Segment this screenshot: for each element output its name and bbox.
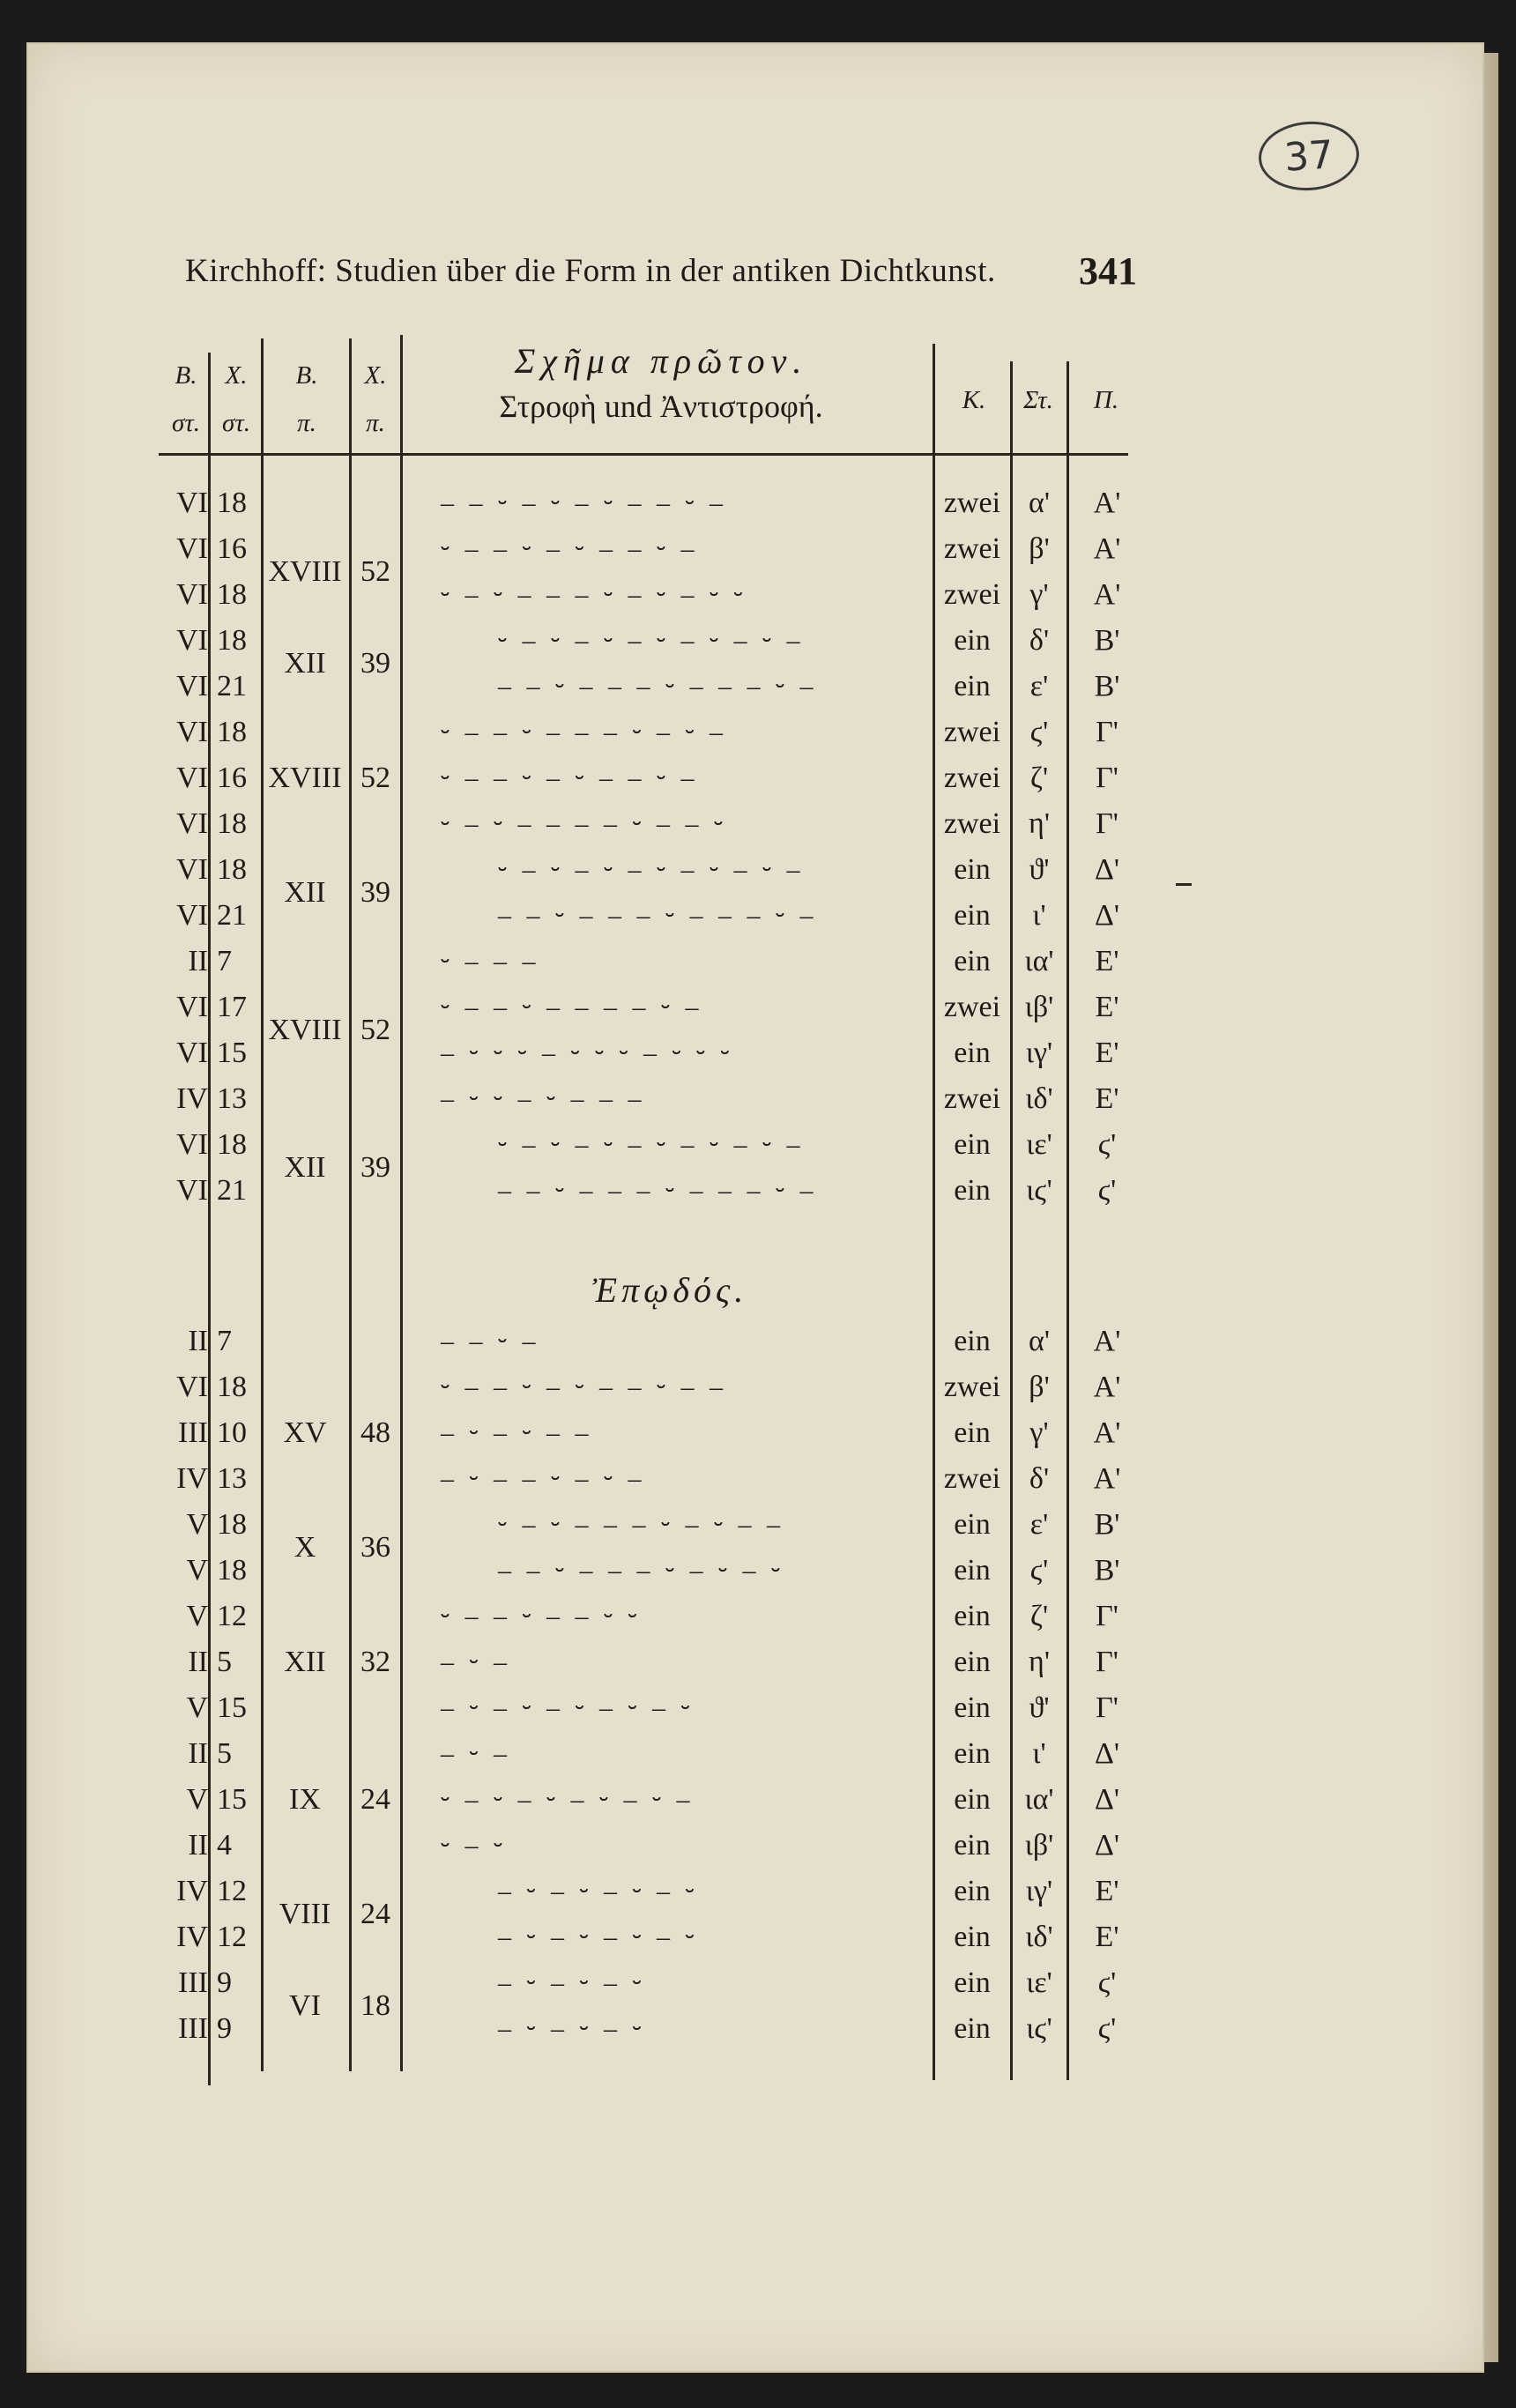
- cell-k: ein: [954, 1691, 991, 1724]
- cell-xp: 39: [360, 1151, 390, 1184]
- cell-p: Γ': [1096, 716, 1118, 748]
- cell-st: ε': [1029, 670, 1049, 702]
- cell-st: ιδ': [1025, 1082, 1053, 1115]
- cell-k: ein: [954, 1600, 991, 1632]
- cell-st: β': [1029, 1371, 1050, 1403]
- cell-p: Γ': [1096, 1600, 1118, 1632]
- cell-k: zwei: [943, 1462, 1001, 1495]
- cell-bs: III: [178, 1966, 208, 1999]
- meter-scheme: ⏑ – ⏑ – – – ⏑ – ⏑ – ⏑ ⏑: [441, 580, 747, 609]
- cell-st: ια': [1024, 945, 1054, 977]
- cell-k: ein: [954, 1646, 991, 1678]
- cell-st: δ': [1029, 624, 1050, 657]
- column-rule: [400, 335, 403, 2071]
- cell-p: Δ': [1095, 1783, 1119, 1816]
- cell-bs: VI: [176, 1371, 208, 1403]
- meter-scheme: – – ⏑ – ⏑ – ⏑ – – ⏑ –: [441, 488, 727, 517]
- meter-scheme: – – ⏑ –: [441, 1327, 540, 1356]
- cell-xs: 5: [217, 1737, 232, 1770]
- cell-st: ζ': [1029, 762, 1049, 794]
- column-rule: [208, 353, 211, 2085]
- meter-scheme: ⏑ – – ⏑ – ⏑ – – ⏑ – –: [441, 1372, 727, 1401]
- cell-st: ια': [1024, 1783, 1054, 1816]
- cell-xp: 24: [360, 1783, 390, 1816]
- cell-bs: VI: [176, 487, 208, 519]
- cell-bs: VI: [176, 578, 208, 611]
- cell-p: Α': [1093, 578, 1121, 611]
- cell-bs: VI: [176, 532, 208, 565]
- meter-scheme: – ⏑ –: [441, 1739, 511, 1768]
- cell-bp: XII: [284, 876, 326, 909]
- cell-xs: 21: [217, 670, 247, 702]
- cell-bs: II: [188, 1737, 208, 1770]
- cell-p: Ε': [1095, 1875, 1119, 1907]
- cell-xp: 32: [360, 1646, 390, 1678]
- cell-p: Γ': [1096, 762, 1118, 794]
- cell-bs: V: [186, 1554, 208, 1587]
- cell-p: Α': [1093, 1371, 1121, 1403]
- cell-bs: II: [188, 1646, 208, 1678]
- cell-bs: VI: [176, 853, 208, 886]
- cell-bs: V: [186, 1508, 208, 1541]
- page-number: 341: [1079, 249, 1137, 293]
- header-b-per-bottom: π.: [297, 409, 316, 437]
- cell-k: ein: [954, 1325, 991, 1357]
- cell-bs: VI: [176, 1128, 208, 1161]
- cell-st: ιϛ': [1026, 2012, 1052, 2045]
- cell-bs: VI: [176, 762, 208, 794]
- cell-bp: XVIII: [268, 555, 342, 588]
- meter-scheme: ⏑ – – ⏑ – ⏑ – – ⏑ –: [441, 763, 699, 792]
- cell-p: Α': [1093, 1462, 1121, 1495]
- cell-p: Γ': [1096, 1691, 1118, 1724]
- meter-scheme: ⏑ – ⏑ – ⏑ – ⏑ – ⏑ –: [441, 1785, 695, 1814]
- cell-k: ein: [954, 1128, 991, 1161]
- cell-xp: 52: [360, 555, 390, 588]
- cell-p: ϛ': [1097, 1128, 1117, 1161]
- cell-xs: 15: [217, 1691, 247, 1724]
- cell-k: zwei: [943, 487, 1001, 519]
- cell-bs: V: [186, 1600, 208, 1632]
- margin-dash: [1176, 883, 1192, 886]
- meter-scheme: ⏑ – – ⏑ – ⏑ – – ⏑ –: [441, 534, 699, 563]
- cell-bs: VI: [176, 1037, 208, 1069]
- cell-k: ein: [954, 1508, 991, 1541]
- cell-xs: 16: [217, 762, 247, 794]
- cell-bp: XII: [284, 1646, 326, 1678]
- cell-xp: 52: [360, 762, 390, 794]
- cell-p: Ε': [1095, 1921, 1119, 1953]
- cell-xs: 9: [217, 1966, 232, 1999]
- cell-k: ein: [954, 1829, 991, 1862]
- cell-xs: 15: [217, 1783, 247, 1816]
- cell-xp: 52: [360, 1014, 390, 1046]
- cell-k: ein: [954, 1174, 991, 1207]
- cell-p: Γ': [1096, 807, 1118, 840]
- header-k: K.: [962, 386, 986, 414]
- cell-xs: 18: [217, 624, 247, 657]
- cell-xs: 21: [217, 899, 247, 932]
- cell-st: ϑ': [1029, 853, 1050, 886]
- cell-p: Β': [1094, 1508, 1120, 1541]
- cell-xs: 12: [217, 1875, 247, 1907]
- cell-p: Δ': [1095, 853, 1119, 886]
- cell-st: ιβ': [1024, 1829, 1054, 1862]
- cell-xp: 48: [360, 1416, 390, 1449]
- cell-p: Β': [1094, 1554, 1120, 1587]
- cell-st: δ': [1029, 1462, 1050, 1495]
- meter-scheme: ⏑ – ⏑ – – – ⏑ – ⏑ – –: [498, 1510, 784, 1539]
- cell-k: ein: [954, 1921, 991, 1953]
- cell-k: ein: [954, 670, 991, 702]
- meter-scheme: – ⏑ – ⏑ – ⏑ – ⏑: [498, 1877, 699, 1906]
- cell-p: Α': [1093, 487, 1121, 519]
- cell-st: ζ': [1029, 1600, 1049, 1632]
- cell-bs: IV: [176, 1082, 208, 1115]
- cell-bs: III: [178, 1416, 208, 1449]
- schema-title: Σχῆμα πρῶτον.: [514, 341, 808, 381]
- cell-bs: VI: [176, 1174, 208, 1207]
- header-st: Στ.: [1023, 386, 1053, 414]
- cell-bs: IV: [176, 1875, 208, 1907]
- cell-xs: 16: [217, 532, 247, 565]
- cell-bs: V: [186, 1783, 208, 1816]
- cell-k: zwei: [943, 1082, 1001, 1115]
- meter-scheme: ⏑ – ⏑ – ⏑ – ⏑ – ⏑ – ⏑ –: [498, 1130, 805, 1159]
- cell-st: η': [1029, 807, 1050, 840]
- cell-bs: V: [186, 1691, 208, 1724]
- cell-xp: 36: [360, 1531, 390, 1564]
- cell-xs: 5: [217, 1646, 232, 1678]
- cell-xs: 13: [217, 1082, 247, 1115]
- cell-bp: IX: [289, 1783, 321, 1816]
- meter-scheme: – ⏑ –: [441, 1647, 511, 1676]
- cell-k: ein: [954, 853, 991, 886]
- meter-scheme: ⏑ – ⏑: [441, 1831, 507, 1860]
- header-b-per-top: B.: [295, 361, 318, 390]
- cell-p: Ε': [1095, 945, 1119, 977]
- cell-p: Δ': [1095, 899, 1119, 932]
- cell-k: zwei: [943, 716, 1001, 748]
- cell-st: ε': [1029, 1508, 1049, 1541]
- cell-xs: 13: [217, 1462, 247, 1495]
- cell-k: ein: [954, 1966, 991, 1999]
- cell-k: ein: [954, 1416, 991, 1449]
- cell-xs: 18: [217, 578, 247, 611]
- header-b-str-bottom: στ.: [172, 409, 200, 437]
- cell-k: ein: [954, 1737, 991, 1770]
- cell-xs: 4: [217, 1829, 232, 1862]
- cell-xs: 18: [217, 1128, 247, 1161]
- cell-st: ϛ': [1029, 1554, 1049, 1587]
- cell-st: ιγ': [1025, 1875, 1053, 1907]
- epode-title: Ἐπῳδός.: [591, 1270, 748, 1310]
- cell-st: ι': [1032, 899, 1046, 932]
- running-head: [185, 249, 1137, 296]
- cell-bs: VI: [176, 670, 208, 702]
- meter-scheme: ⏑ – ⏑ – ⏑ – ⏑ – ⏑ – ⏑ –: [498, 626, 805, 655]
- cell-p: Ε': [1095, 1082, 1119, 1115]
- cell-p: Δ': [1095, 1829, 1119, 1862]
- cell-bs: III: [178, 2012, 208, 2045]
- cell-xp: 39: [360, 876, 390, 909]
- meter-scheme: – – ⏑ – – – ⏑ – – – ⏑ –: [498, 901, 818, 930]
- cell-bs: VI: [176, 716, 208, 748]
- cell-p: Β': [1094, 624, 1120, 657]
- cell-st: ι': [1032, 1737, 1046, 1770]
- cell-k: ein: [954, 1875, 991, 1907]
- cell-xs: 18: [217, 1508, 247, 1541]
- running-head-title: Kirchhoff: Studien über die Form in der antiken Dichtkunst.: [185, 253, 996, 289]
- header-x-per-top: X.: [364, 361, 387, 390]
- cell-p: ϛ': [1097, 2012, 1117, 2045]
- cell-k: ein: [954, 1037, 991, 1069]
- header-rule: [159, 453, 1128, 456]
- meter-scheme: – – ⏑ – – – ⏑ – ⏑ – ⏑: [498, 1556, 784, 1585]
- meter-scheme: ⏑ – – ⏑ – – – ⏑ – ⏑ –: [441, 717, 727, 747]
- cell-bs: VI: [176, 807, 208, 840]
- header-p: Π.: [1093, 386, 1119, 414]
- cell-bs: II: [188, 1829, 208, 1862]
- cell-bp: VI: [289, 1989, 321, 2022]
- cell-k: zwei: [943, 807, 1001, 840]
- cell-xs: 21: [217, 1174, 247, 1207]
- meter-scheme: – ⏑ – ⏑ – ⏑: [498, 2014, 646, 2043]
- meter-scheme: ⏑ – – ⏑ – – – – ⏑ –: [441, 992, 703, 1022]
- archive-number-mark: 37: [1256, 118, 1361, 194]
- meter-scheme: – – ⏑ – – – ⏑ – – – ⏑ –: [498, 1176, 818, 1205]
- cell-bs: II: [188, 1325, 208, 1357]
- cell-xs: 12: [217, 1600, 247, 1632]
- meter-scheme: – ⏑ – ⏑ – ⏑: [498, 1968, 646, 1997]
- cell-st: ιε': [1026, 1966, 1052, 1999]
- cell-xs: 18: [217, 1371, 247, 1403]
- cell-st: γ': [1029, 578, 1049, 611]
- meter-scheme: – ⏑ ⏑ – ⏑ – – –: [441, 1084, 646, 1113]
- cell-xs: 15: [217, 1037, 247, 1069]
- cell-xs: 7: [217, 945, 232, 977]
- schema-subtitle: Στροφὴ und Ἀντιστροφή.: [499, 389, 823, 424]
- cell-bs: VI: [176, 624, 208, 657]
- meter-scheme: ⏑ – ⏑ – ⏑ – ⏑ – ⏑ – ⏑ –: [498, 855, 805, 884]
- header-x-str-bottom: στ.: [222, 409, 250, 437]
- cell-k: ein: [954, 2012, 991, 2045]
- cell-xs: 18: [217, 716, 247, 748]
- cell-k: ein: [954, 1783, 991, 1816]
- cell-bp: VIII: [279, 1898, 331, 1930]
- cell-p: Α': [1093, 532, 1121, 565]
- cell-st: ιγ': [1025, 1037, 1053, 1069]
- cell-p: Β': [1094, 670, 1120, 702]
- cell-k: zwei: [943, 991, 1001, 1023]
- cell-st: ϛ': [1029, 716, 1049, 748]
- cell-bs: IV: [176, 1462, 208, 1495]
- meter-scheme: – ⏑ – ⏑ – ⏑ – ⏑ – ⏑: [441, 1693, 695, 1722]
- cell-xs: 9: [217, 2012, 232, 2045]
- cell-p: ϛ': [1097, 1174, 1117, 1207]
- cell-p: Γ': [1096, 1646, 1118, 1678]
- cell-p: Α': [1093, 1416, 1121, 1449]
- cell-xs: 7: [217, 1325, 232, 1357]
- cell-xs: 18: [217, 1554, 247, 1587]
- cell-p: Α': [1093, 1325, 1121, 1357]
- cell-bp: X: [294, 1531, 316, 1564]
- cell-k: ein: [954, 899, 991, 932]
- cell-p: Ε': [1095, 1037, 1119, 1069]
- cell-bp: XV: [283, 1416, 327, 1449]
- cell-st: ιβ': [1024, 991, 1054, 1023]
- cell-k: zwei: [943, 532, 1001, 565]
- cell-k: ein: [954, 624, 991, 657]
- cell-st: η': [1029, 1646, 1050, 1678]
- cell-bs: VI: [176, 991, 208, 1023]
- cell-xs: 18: [217, 807, 247, 840]
- header-x-per-bottom: π.: [366, 409, 385, 437]
- cell-bp: XII: [284, 1151, 326, 1184]
- cell-bp: XII: [284, 647, 326, 680]
- cell-k: zwei: [943, 578, 1001, 611]
- cell-bp: XVIII: [268, 1014, 342, 1046]
- cell-xp: 39: [360, 647, 390, 680]
- meter-scheme: – ⏑ – – ⏑ – ⏑ –: [441, 1464, 646, 1493]
- cell-bs: II: [188, 945, 208, 977]
- header-b-str-top: B.: [175, 361, 197, 390]
- meter-scheme: – ⏑ ⏑ ⏑ – ⏑ ⏑ ⏑ – ⏑ ⏑ ⏑: [441, 1038, 734, 1067]
- cell-xs: 12: [217, 1921, 247, 1953]
- cell-st: ιϛ': [1026, 1174, 1052, 1207]
- cell-bp: XVIII: [268, 762, 342, 794]
- cell-st: ιε': [1026, 1128, 1052, 1161]
- cell-p: Ε': [1095, 991, 1119, 1023]
- meter-scheme: ⏑ – – –: [441, 947, 540, 976]
- cell-p: ϛ': [1097, 1966, 1117, 1999]
- cell-st: α': [1029, 1325, 1050, 1357]
- cell-p: Δ': [1095, 1737, 1119, 1770]
- cell-xs: 18: [217, 487, 247, 519]
- cell-xs: 17: [217, 991, 247, 1023]
- cell-k: zwei: [943, 762, 1001, 794]
- meter-scheme: – ⏑ – ⏑ – –: [441, 1418, 593, 1447]
- cell-xp: 18: [360, 1989, 390, 2022]
- cell-st: ιδ': [1025, 1921, 1053, 1953]
- meter-scheme: ⏑ – – ⏑ – – ⏑ ⏑: [441, 1602, 642, 1631]
- cell-xs: 18: [217, 853, 247, 886]
- cell-k: ein: [954, 1554, 991, 1587]
- cell-st: β': [1029, 532, 1050, 565]
- header-x-str-top: X.: [225, 361, 248, 390]
- cell-bs: IV: [176, 1921, 208, 1953]
- cell-xs: 10: [217, 1416, 247, 1449]
- cell-xp: 24: [360, 1898, 390, 1930]
- meter-scheme: ⏑ – ⏑ – – – – ⏑ – – ⏑: [441, 809, 727, 838]
- column-rule: [1066, 361, 1069, 2080]
- meter-scheme: – – ⏑ – – – ⏑ – – – ⏑ –: [498, 672, 818, 701]
- cell-st: γ': [1029, 1416, 1049, 1449]
- cell-k: zwei: [943, 1371, 1001, 1403]
- cell-k: ein: [954, 945, 991, 977]
- cell-st: α': [1029, 487, 1050, 519]
- cell-bs: VI: [176, 899, 208, 932]
- cell-st: ϑ': [1029, 1691, 1050, 1724]
- meter-scheme: – ⏑ – ⏑ – ⏑ – ⏑: [498, 1922, 699, 1951]
